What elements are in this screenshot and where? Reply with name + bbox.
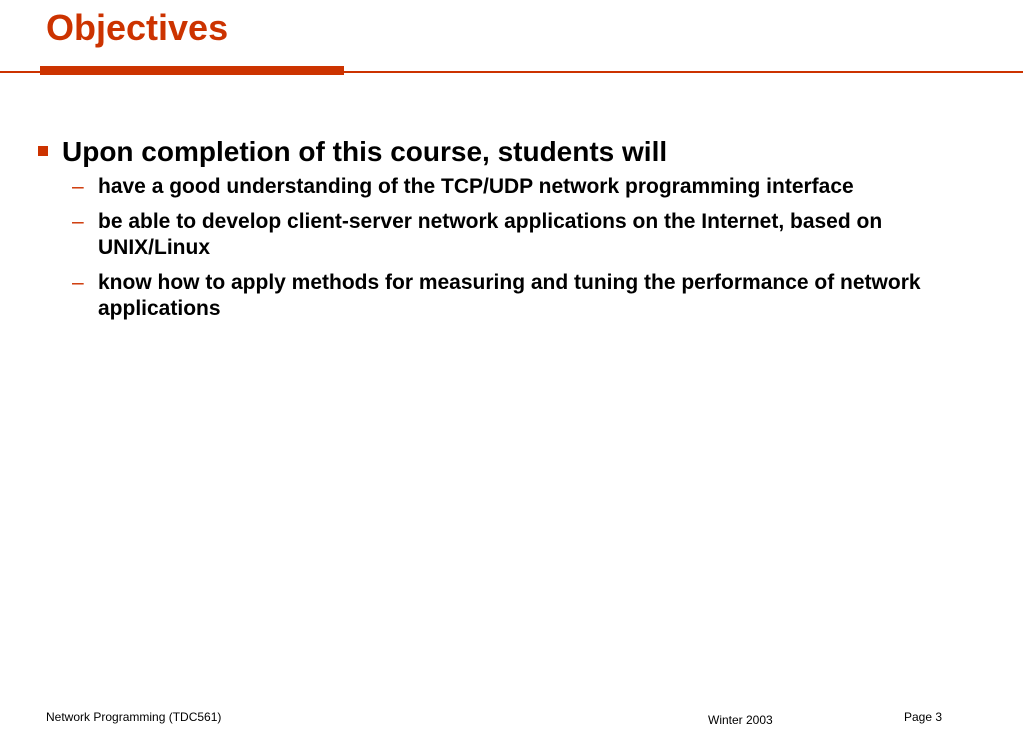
sub-bullet-list	[36, 174, 976, 322]
footer-page-number: Page 3	[904, 710, 943, 724]
main-bullet-text: Upon completion of this course, students will	[62, 136, 668, 167]
sub-bullet-text: know how to apply methods for measuring and tuning the performance of network applications	[98, 271, 921, 320]
sub-bullet-item	[36, 174, 976, 200]
footer-course-name: Network Programming (TDC561)	[46, 710, 222, 724]
main-bullet-item	[36, 134, 976, 170]
sub-bullet-text: have a good understanding of the TCP/UDP network programming interface	[98, 175, 854, 198]
dash-bullet-icon: –	[72, 175, 84, 198]
sub-bullet-item	[36, 270, 976, 322]
dash-bullet-icon: –	[72, 210, 84, 233]
footer-term: Winter 2003	[708, 713, 773, 727]
sub-bullet-item	[36, 209, 976, 261]
square-bullet-icon	[38, 146, 48, 156]
slide-title: Objectives	[46, 7, 229, 48]
slide-body	[36, 134, 976, 331]
dash-bullet-icon: –	[72, 271, 84, 294]
sub-bullet-text: be able to develop client-server network applications on the Internet, based on UNIX/Linux	[98, 210, 883, 259]
title-accent-bar	[40, 66, 344, 75]
